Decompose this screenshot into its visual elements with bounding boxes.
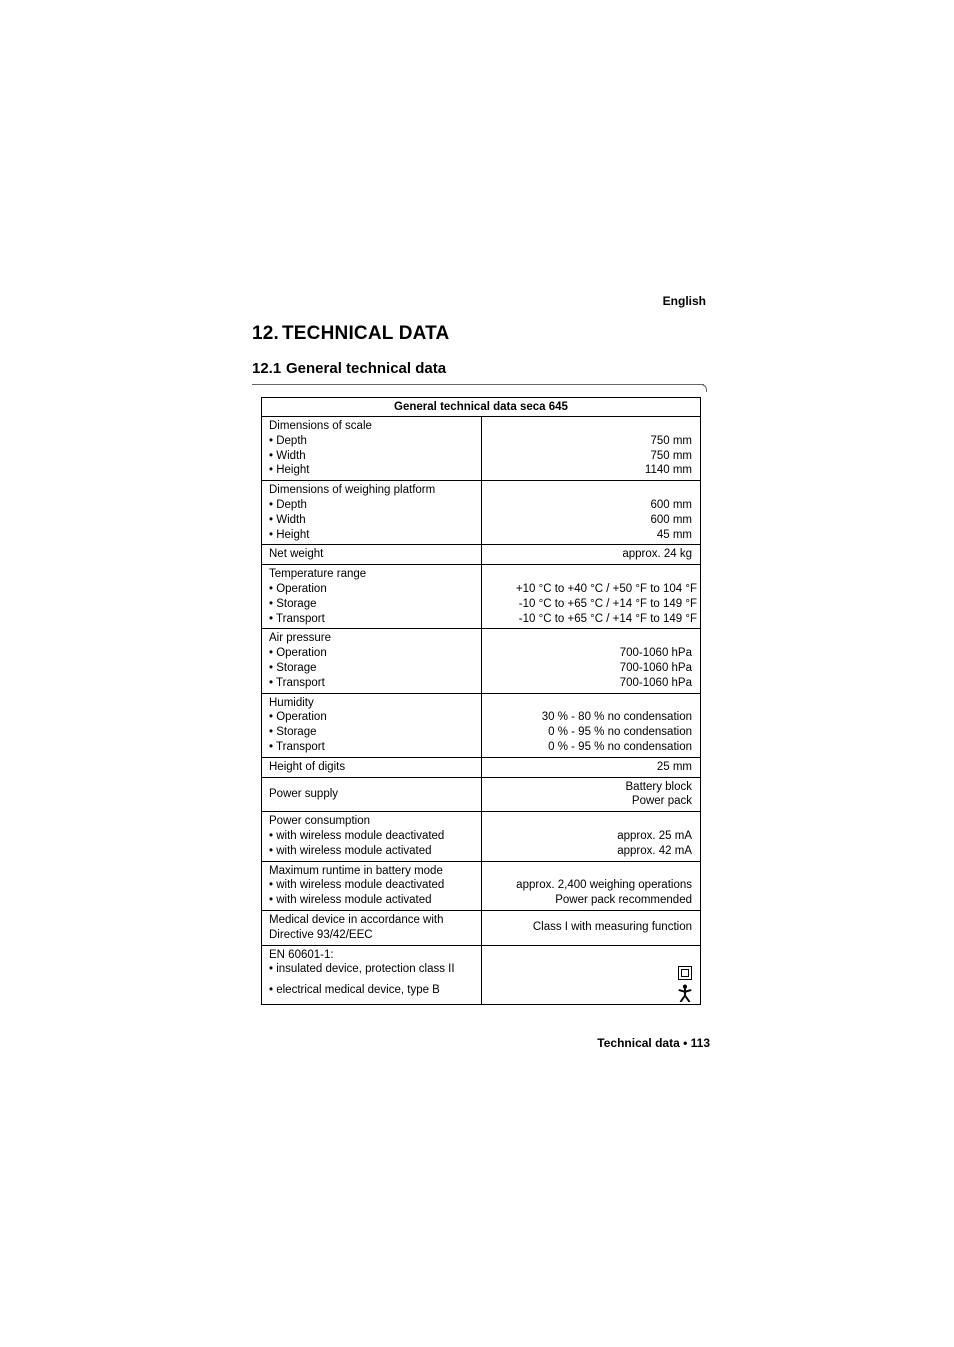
row-item: • with wireless module activated [269, 844, 432, 857]
row-item: • Storage [269, 597, 317, 610]
table-row [262, 481, 701, 545]
technical-data-table [261, 397, 701, 1005]
row-value: Power pack recommended [555, 894, 692, 907]
row-value: approx. 25 mA [617, 829, 692, 842]
row-label: Net weight [269, 548, 324, 561]
row-label: Power consumption [269, 815, 370, 828]
table-row [262, 861, 701, 910]
table-row [262, 812, 701, 861]
row-value-cell [481, 910, 701, 945]
row-value: -10 °C to +65 °C / +14 °F to 149 °F [518, 612, 697, 625]
type-b-applied-part-icon [486, 984, 693, 1002]
table-row [262, 629, 701, 693]
row-value: 25 mm [656, 760, 692, 773]
chapter-title-text: TECHNICAL DATA [282, 323, 450, 344]
row-item: • Transport [269, 740, 325, 753]
row-item: • Transport [269, 676, 325, 689]
row-item: • Operation [269, 582, 327, 595]
row-item: • Transport [269, 612, 325, 625]
row-value-cell [481, 629, 701, 693]
row-value: 30 % - 80 % no condensation [541, 711, 692, 724]
row-value: 700-1060 hPa [619, 661, 692, 674]
row-value: approx. 2,400 weighing operations [516, 879, 692, 892]
row-value: 45 mm [656, 528, 692, 541]
row-label-cell [262, 545, 482, 565]
row-label: Medical device in accordance with [269, 913, 444, 926]
row-label: Height of digits [269, 760, 346, 773]
row-item: • Width [269, 513, 306, 526]
row-value-cell [481, 417, 701, 481]
row-label: Dimensions of scale [269, 420, 372, 432]
row-value: Power pack [631, 795, 692, 808]
row-item: • with wireless module activated [269, 894, 432, 907]
table-row [262, 757, 701, 777]
row-value: 700-1060 hPa [619, 647, 692, 660]
row-value-cell [481, 545, 701, 565]
table-row [262, 777, 701, 812]
row-label-continued: Directive 93/42/EEC [269, 928, 373, 941]
row-item: • Depth [269, 498, 307, 511]
table-caption-row [262, 398, 701, 417]
row-value-cell [481, 693, 701, 757]
table-row [262, 693, 701, 757]
row-label-cell [262, 565, 482, 629]
row-value: -10 °C to +65 °C / +14 °F to 149 °F [518, 597, 697, 610]
row-item: • with wireless module deactivated [269, 879, 445, 892]
row-value: +10 °C to +40 °C / +50 °F to 104 °F [515, 582, 697, 595]
row-label: Maximum runtime in battery mode [269, 864, 443, 877]
section-title [252, 360, 446, 377]
row-value: 700-1060 hPa [619, 676, 692, 689]
row-value: approx. 42 mA [617, 844, 692, 857]
row-item: • electrical medical device, type B [269, 984, 440, 997]
row-value: 0 % - 95 % no condensation [548, 726, 692, 739]
row-label: EN 60601-1: [269, 948, 334, 961]
protection-class-ii-icon [486, 966, 693, 980]
row-label-cell [262, 629, 482, 693]
row-value: 1140 mm [644, 464, 692, 477]
row-value: approx. 24 kg [622, 548, 692, 561]
page-footer: Technical data • 113 [597, 1036, 710, 1050]
row-value-cell [481, 861, 701, 910]
row-label-cell [262, 812, 482, 861]
row-item: • Operation [269, 647, 327, 660]
section-title-text: General technical data [286, 360, 447, 377]
table-row [262, 910, 701, 945]
row-label-cell [262, 945, 482, 1004]
row-label-cell [262, 693, 482, 757]
row-item: • with wireless module deactivated [269, 829, 445, 842]
row-value: Class I with measuring function [532, 921, 692, 934]
row-value-cell [481, 757, 701, 777]
row-label: Air pressure [269, 632, 331, 645]
row-value: 600 mm [650, 513, 692, 526]
row-value-cell [481, 565, 701, 629]
row-value: 600 mm [650, 498, 692, 511]
row-label-cell [262, 481, 482, 545]
chapter-title [252, 323, 449, 345]
row-label-cell [262, 777, 482, 812]
row-item: • insulated device, protection class II [269, 963, 455, 976]
table-row [262, 545, 701, 565]
row-label: Humidity [269, 696, 314, 709]
row-label: Temperature range [269, 568, 367, 581]
row-value-cell [481, 777, 701, 812]
row-value-cell [481, 945, 701, 1004]
table-caption: General technical data seca 645 [262, 398, 701, 417]
row-item: • Height [269, 464, 310, 477]
row-value-cell [481, 812, 701, 861]
section-divider [252, 384, 704, 385]
row-item: • Height [269, 528, 310, 541]
table-row [262, 565, 701, 629]
row-label: Dimensions of weighing platform [269, 484, 436, 497]
table-row [262, 945, 701, 1004]
language-label: English [662, 294, 706, 308]
row-value: Battery block [625, 780, 692, 793]
row-label-cell [262, 417, 482, 481]
section-number: 12.1 [252, 360, 282, 377]
row-value: 0 % - 95 % no condensation [548, 740, 692, 753]
row-item: • Storage [269, 661, 317, 674]
row-value-cell [481, 481, 701, 545]
row-item: • Operation [269, 711, 327, 724]
row-label-cell [262, 910, 482, 945]
row-item: • Depth [269, 434, 307, 447]
row-label-cell [262, 757, 482, 777]
chapter-number: 12. [252, 323, 280, 344]
section-divider-corner [700, 384, 707, 392]
row-value: 750 mm [650, 434, 692, 447]
row-item: • Width [269, 449, 306, 462]
row-item: • Storage [269, 726, 317, 739]
table-row [262, 417, 701, 481]
row-label-cell [262, 861, 482, 910]
row-value: 750 mm [650, 449, 692, 462]
row-label: Power supply [269, 787, 339, 800]
